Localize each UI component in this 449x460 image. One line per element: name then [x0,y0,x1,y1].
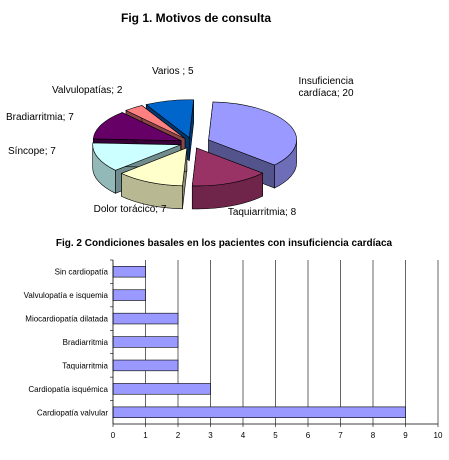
bar-chart-svg [0,228,449,460]
x-tick-label-8: 8 [370,431,376,440]
pie-label-insuficiencia-cardiaca: Insuficiencia cardíaca; 20 [298,76,354,99]
bar-category-labels [24,268,109,418]
bar-taquiarritmia [113,360,178,371]
category-label-sin-cardiopatia: Sin cardiopatía [54,267,108,277]
pie-chart-svg [0,0,449,228]
x-tick-label-10: 10 [433,431,443,440]
bar-cardiopatia-valvular [113,407,406,418]
fig2-title: Fig. 2 Condiciones basales en los pacientes con insuficiencia cardíaca [55,238,393,249]
fig1-pie-chart [0,0,449,228]
pie-label-dolor-toracico: Dolor torácico; 7 [93,204,167,215]
x-tick-label-5: 5 [273,431,278,440]
bar-bars [113,266,406,417]
pie-label-valvulopatias: Valvulopatías; 2 [52,85,123,96]
bar-sin-cardiopatia [113,266,146,277]
pie-label-sincope: Síncope; 7 [8,146,56,157]
x-tick-label-1: 1 [143,431,148,440]
fig2-bar-chart [0,228,449,460]
bar-valvulopatia-e-isquemia [113,290,146,301]
x-tick-label-0: 0 [110,431,116,440]
bar-grid [146,260,439,424]
category-label-cardiopatia-valvular: Cardiopatía valvular [36,408,108,418]
category-label-valvulopatia-e-isquemia: Valvulopatía e isquemia [23,291,108,301]
category-label-miocardiopatia-dilatada: Miocardiopatía dilatada [25,314,108,324]
x-tick-label-7: 7 [338,431,343,440]
category-label-cardiopatia-isquemica: Cardiopatía isquémica [28,384,108,394]
x-tick-label-6: 6 [305,431,311,440]
x-tick-label-4: 4 [240,431,246,440]
bar-bradiarritmia [113,337,178,348]
bar-miocardiopatia-dilatada [113,313,178,324]
x-tick-label-2: 2 [175,431,181,440]
pie-label-varios: Varios ; 5 [152,66,194,77]
pie-label-bradiarritmia: Bradiarritmia; 7 [6,112,74,123]
x-tick-label-3: 3 [208,431,213,440]
bar-tick-labels [111,431,443,440]
bar-cardiopatia-isquemica [113,383,211,394]
pie-label-taquiarritmia: Taquiarritmia; 8 [227,207,297,218]
fig1-title: Fig 1. Motivos de consulta [120,11,272,25]
x-tick-label-9: 9 [403,431,408,440]
category-label-bradiarritmia: Bradiarritmia [62,338,108,347]
category-label-taquiarritmia: Taquiarritmia [62,361,108,371]
